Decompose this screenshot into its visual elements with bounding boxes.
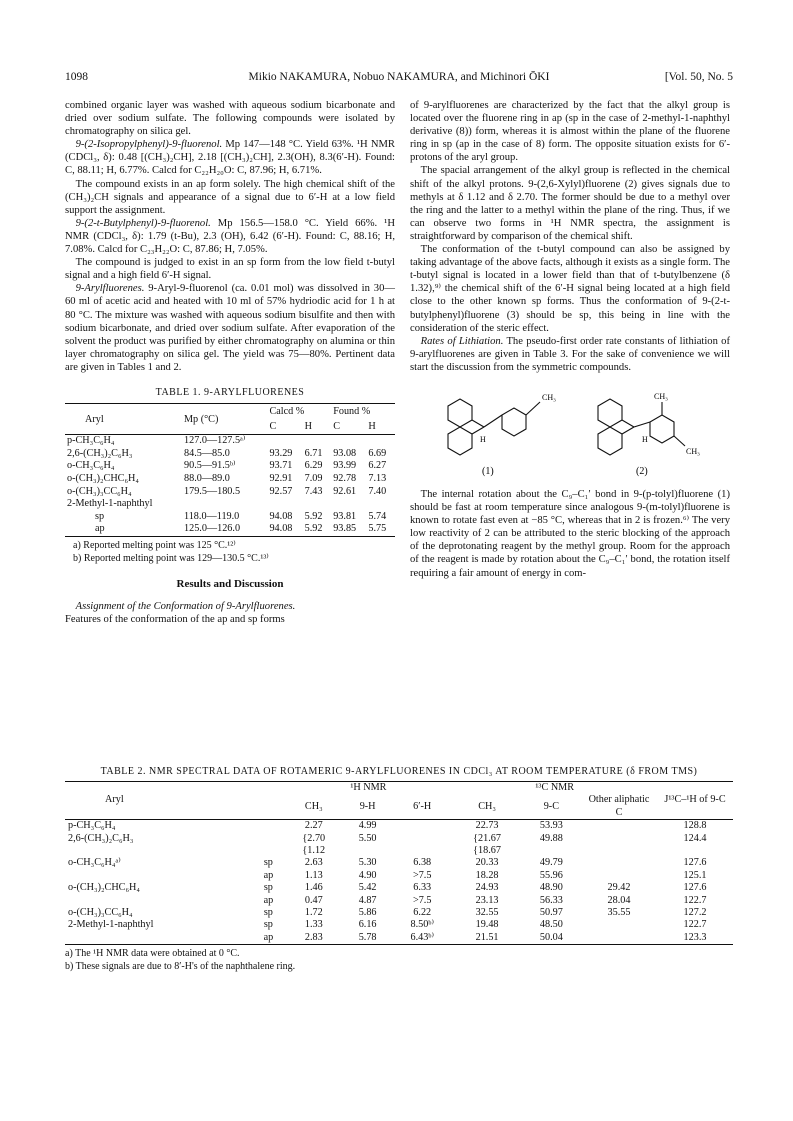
table-row (65, 511, 395, 524)
cell: ap (263, 894, 274, 906)
cell: ap (263, 931, 274, 943)
cell: >7.5 (412, 869, 432, 881)
cell: 6.29 (304, 460, 323, 472)
cell: 2.27 (304, 820, 323, 832)
paragraph: The compound is judged to exist in an sp form from the low field t-butyl signal and a high field 6′-H signal. (65, 257, 395, 282)
cell: o-(CH₃)₂CHC₆H₄ (67, 473, 139, 485)
cell: 93.71 (269, 460, 293, 472)
cell: 8.50ᵇ⁾ (410, 919, 434, 931)
cell: 48.50 (539, 919, 563, 931)
paragraph: The internal rotation about the C₉–C₁′ bond in 9-(p-tolyl)fluorene (1) should be fast at room temperature since analogous 9-(m-tolyl)fluorene is known to rotate fast even at −85 °C, whereas that in 2 is frozen.⁶⁾ The very low reactivity of 2 can be attributed to the steric blocking of the approach of the deprotonating reagent by the methyl group. Room for the approach of the reagent is made by rotation about the C₉–C₁′ bond, the rotation itself requiring a fair amount of energy in com- (410, 488, 730, 579)
struct-label-1: (1) (482, 465, 494, 477)
cell: 124.4 (683, 832, 707, 844)
cell: 28.04 (607, 894, 631, 906)
table-2-block (65, 766, 733, 973)
fluorene-ring (448, 427, 472, 455)
struct-h-label: H (642, 434, 648, 444)
col-header: 9-H (359, 800, 376, 812)
cell: 50.97 (539, 907, 563, 919)
struct-label-2: (2) (636, 465, 648, 477)
cell: sp (263, 919, 273, 931)
cell (65, 870, 252, 882)
table-row (65, 870, 733, 882)
cell: sp (95, 510, 105, 522)
cell: 92.61 (333, 485, 357, 497)
cell: p-CH₃C₆H₄ (67, 435, 115, 447)
table2-caption: TABLE 2. NMR SPECTRAL DATA OF ROTAMERIC 9-ARYLFLUORENES IN CDCl₃ AT ROOM TEMPERATURE (δ FROM TMS) (100, 766, 698, 777)
cell: 4.87 (358, 894, 377, 906)
table-row (65, 895, 733, 907)
cell: 125.1 (683, 869, 707, 881)
paragraph-text: Mp 156.5—158.0 °C. Yield 66%. ¹H NMR (CDCl₃, δ): 1.79 (t-Bu), 2.3 (OH), 6.42 (6′-H). Found: C, 88.16; H, 7.08%. Calcd for C₂₃H₂₂O: C, 87.86; H, 7.05%. (65, 217, 395, 256)
cell: 23.13 (475, 894, 499, 906)
tolyl-ring (502, 408, 526, 436)
col-header: 6′-H (413, 800, 432, 812)
cell: sp (263, 882, 273, 894)
cell: 6.27 (368, 460, 387, 472)
cell: 6.69 (368, 447, 387, 459)
struct-ch3-label: CH₃ (542, 392, 556, 402)
cell (392, 833, 452, 845)
cell (581, 870, 657, 882)
page-number: 1098 (65, 71, 88, 83)
cell: 92.91 (269, 473, 293, 485)
cell: 5.50 (358, 832, 377, 844)
col-header: J¹³C–¹H of 9-C (664, 794, 726, 806)
cell: 93.29 (269, 447, 293, 459)
table-row (65, 857, 733, 869)
cell: 5.78 (358, 931, 377, 943)
cell (581, 833, 657, 845)
cell: 32.55 (475, 907, 499, 919)
cell: 118.0—119.0 (184, 510, 240, 522)
cell (65, 895, 252, 907)
cell (392, 820, 452, 833)
volume-info: [Vol. 50, No. 5 (664, 71, 733, 83)
section-heading: Results and Discussion (176, 578, 284, 590)
paragraph (65, 138, 395, 177)
table1-footnote-b: b) Reported melting point was 129—130.5 °C.¹³⁾ (73, 552, 269, 564)
col-header: H (304, 421, 313, 433)
cell: sp (263, 907, 273, 919)
table-row (65, 523, 395, 536)
cell (366, 498, 395, 511)
col-header: Aryl (85, 413, 104, 425)
cell: 179.5—180.5 (184, 485, 241, 497)
cell: 6.22 (413, 907, 432, 919)
col-header: C (269, 421, 277, 433)
cell: 21.51 (475, 931, 499, 943)
table-row (65, 460, 395, 473)
running-authors: Mikio NAKAMURA, Nobuo NAKAMURA, and Michinori ŌKI (248, 71, 550, 83)
cell (252, 820, 284, 833)
cell: 22.73 (475, 820, 499, 832)
cell (581, 820, 657, 833)
cell: ap (263, 869, 274, 881)
cell: 18.28 (475, 869, 499, 881)
cell (657, 845, 733, 857)
table-row (65, 907, 733, 919)
cell: 6.16 (358, 919, 377, 931)
paragraph: The compound exists in an ap form solely. The high chemical shift of the (CH₃)₂CH signals and appearance of a signal due to 6′-H at a low field support the assignment. (65, 178, 395, 216)
col-header: C (333, 421, 340, 433)
cell: 2.83 (304, 931, 323, 943)
cell (252, 845, 284, 857)
cell: {18.67 (473, 845, 501, 857)
cell: 93.85 (333, 523, 357, 535)
cell: 5.86 (358, 907, 377, 919)
table-row (65, 833, 733, 845)
col-header: Calcd % (269, 406, 305, 418)
table-row (65, 435, 395, 448)
cell: 122.7 (683, 919, 707, 931)
subsection-heading: Assignment of the Conformation of 9-Arylfluorenes. (75, 601, 296, 613)
cell: 49.79 (539, 857, 563, 869)
cell: 6.38 (413, 857, 432, 869)
table-row (65, 448, 395, 461)
cell (522, 845, 581, 857)
cell (392, 845, 452, 857)
struct-ch3-label: CH₃ (686, 446, 700, 456)
cell: {2.70 (302, 832, 326, 844)
cell: 93.99 (333, 460, 357, 472)
cell: 5.92 (304, 510, 323, 522)
cell: sp (263, 857, 273, 869)
paragraph: The spacial arrangement of the alkyl group is reflected in the chemical shift of the alkyl protons. 9-(2,6-Xylyl)fluorene (2) gives signals due to methyls at δ 1.12 and δ 2.70. The former should be due to a methyl over the ring and the latter to a methyl within the plane of the ring. Thus, if we can observe two forms in ¹H NMR spectra, the assignment is straightforward by comparison of the chemical shift. (410, 165, 730, 242)
cell: 88.0—89.0 (184, 473, 230, 485)
paragraph-title: Rates of Lithiation. (420, 335, 504, 347)
cell: 7.43 (304, 485, 323, 497)
cell: 48.90 (539, 882, 563, 894)
compound-title: 9-(2-Isopropylphenyl)-9-fluorenol. (75, 139, 223, 151)
cell: 93.81 (333, 510, 357, 522)
cell: 0.47 (304, 894, 323, 906)
cell: {21.67 (473, 832, 501, 844)
table-row (65, 845, 733, 857)
cell: 4.90 (358, 869, 377, 881)
cell (581, 932, 657, 945)
cell (343, 845, 392, 857)
table1-caption: TABLE 1. 9-ARYLFLUORENES (155, 386, 305, 398)
col-header: H (368, 421, 376, 433)
table2-footnote-b: b) These signals are due to 8′-H's of the naphthalene ring. (65, 960, 296, 972)
cell: 5.75 (368, 523, 387, 535)
cell: 53.93 (539, 820, 563, 832)
col-header: CH₃ (304, 800, 323, 812)
table-row (65, 473, 395, 486)
cell: 56.33 (539, 894, 563, 906)
compound-title: 9-(2-t-Butylphenyl)-9-fluorenol. (75, 217, 211, 229)
cell: 6.33 (413, 882, 432, 894)
cell: 2-Methyl-1-naphthyl (68, 919, 154, 931)
table1-footnote-a: a) Reported melting point was 125 °C.¹²⁾ (73, 540, 236, 551)
cell (581, 857, 657, 869)
col-header: ¹H NMR (350, 782, 387, 793)
cell (303, 498, 332, 511)
table-1 (65, 403, 395, 537)
cell: 1.33 (304, 919, 323, 931)
cell (366, 435, 395, 448)
cell: o-(CH₃)₃CC₆H₄ (68, 907, 133, 919)
cell: 84.5—85.0 (184, 447, 230, 459)
cell: o-CH₃C₆H₄ᵃ⁾ (68, 857, 121, 869)
cell (267, 498, 302, 511)
cell: 4.99 (358, 820, 377, 832)
table-row (65, 882, 733, 894)
cell: 6.43ᵇ⁾ (410, 931, 434, 943)
cell: 6.71 (304, 447, 323, 459)
table-2 (65, 781, 733, 945)
table2-footnote-a: a) The ¹H NMR data were obtained at 0 °C. (65, 948, 240, 960)
cell: 5.30 (358, 857, 377, 869)
cell: 49.88 (539, 832, 563, 844)
col-header: Aryl (105, 794, 124, 806)
cell: 20.33 (475, 857, 499, 869)
cell: 7.40 (368, 485, 387, 497)
cell: 1.72 (304, 907, 323, 919)
table-row (65, 820, 733, 833)
cell: 5.42 (358, 882, 377, 894)
cell: 128.8 (683, 820, 707, 832)
cell: 5.92 (304, 523, 323, 535)
cell: 122.7 (683, 894, 707, 906)
cell: 94.08 (269, 510, 293, 522)
col-header: 9-C (543, 800, 559, 812)
compound-title: 9-Arylfluorenes. (75, 283, 145, 295)
cell: >7.5 (412, 894, 432, 906)
cell: 92.78 (333, 473, 357, 485)
cell: 1.13 (304, 869, 323, 881)
paragraph: combined organic layer was washed with aqueous sodium bicarbonate and dried over sodium sulfate. The following compounds were isolated by chromatography on silica gel. (65, 100, 395, 138)
cell (252, 833, 284, 845)
paragraph (410, 335, 730, 374)
fluorene-ring (448, 399, 472, 427)
cell: 92.57 (269, 485, 293, 497)
paragraph: Features of the conformation of the ap and sp forms (65, 614, 285, 626)
cell (267, 435, 302, 448)
cell: 127.6 (683, 857, 707, 869)
cell: o-(CH₃)₃CC₆H₄ (67, 485, 132, 497)
xylyl-ring (650, 415, 674, 443)
cell: 2.63 (304, 857, 323, 869)
table-row (65, 486, 395, 499)
cell: 2-Methyl-1-naphthyl (67, 498, 153, 510)
cell: 127.0—127.5ᵃ⁾ (184, 435, 246, 447)
cell (581, 845, 657, 857)
paragraph-text: The pseudo-first order rate constants of lithiation of 9-arylfluorenes are given in Table 3. For the sake of convenience we will start the discussion from the symmetric compounds. (410, 335, 730, 373)
col-header: CH₃ (478, 800, 496, 812)
cell (303, 435, 332, 448)
paragraph: of 9-arylfluorenes are characterized by the fact that the alkyl group is located over the fluorene ring in ap (sp in the case of 2-methyl-1-naphthyl derivative (8)) form, whereas it is almost within the plane of the fluorene ring in sp (ap in the case of 8) form. The opposite situation exists for 6′-protons of the aryl group. (410, 100, 730, 164)
cell: 2,6-(CH₃)₂C₆H₃ (67, 447, 133, 459)
cell: p-CH₃C₆H₄ (68, 820, 116, 832)
cell: 1.46 (304, 882, 323, 894)
table-row (65, 919, 733, 931)
left-column (65, 99, 395, 626)
paragraph (65, 282, 395, 374)
cell: 2,6-(CH₃)₂C₆H₃ (68, 832, 134, 844)
cell: 24.93 (475, 882, 499, 894)
cell: 93.08 (333, 447, 357, 459)
cell: 94.08 (269, 523, 293, 535)
cell: 19.48 (475, 919, 499, 931)
cell: o-(CH₃)₂CHC₆H₄ (68, 882, 140, 894)
cell: 5.74 (368, 510, 387, 522)
cell (331, 435, 366, 448)
cell (65, 845, 252, 857)
struct-h-label: H (480, 434, 486, 444)
cell (65, 932, 252, 945)
col-header: Mp (°C) (184, 413, 219, 425)
cell: 50.04 (539, 931, 563, 943)
struct-ch3-label: CH₃ (654, 391, 668, 401)
cell: 29.42 (607, 882, 631, 894)
fluorene-ring (598, 427, 622, 455)
cell: o-CH₃C₆H₄ (67, 460, 115, 472)
cell: {1.12 (302, 845, 326, 857)
right-column (410, 99, 730, 580)
cell: 127.2 (683, 907, 707, 919)
cell: 127.6 (683, 882, 707, 894)
paragraph: The conformation of the t-butyl compound can also be assigned by taking advantage of the above facts, although it exists as a single form. The t-butyl signal is located in a lower field than that of t-butylbenzene (δ 1.32),⁹⁾ the chemical shift of the 6′-H signal being located at a high field close to the other known sp forms. Thus the conformation of 9-(2-t-butylphenyl)fluorene (3) should be sp, this being in line with the consideration of the steric effect. (410, 244, 730, 334)
cell (581, 919, 657, 931)
cell (331, 498, 366, 511)
paragraph-text: 9-Aryl-9-fluorenol (ca. 0.01 mol) was dissolved in 30—60 ml of acetic acid and heated with 10 ml of 57% hydriodic acid for 1 h at 80 °C. The mixture was washed with aqueous sodium bisulfite and then with sodium bicarbonate, and dried over sodium sulfate. After evaporation of the solvent the product was purified by either chromatography on alumina or thin layer chromatography on silica gel. The yield was 75—80%. Pertinent data are given in Tables 1 and 2. (65, 283, 395, 373)
cell: 125.0—126.0 (184, 523, 241, 535)
cell: 123.3 (683, 931, 707, 943)
col-header: ¹³C NMR (535, 782, 575, 793)
cell: 7.09 (304, 473, 323, 485)
paragraph-text: Mp 147—148 °C. Yield 63%. ¹H NMR (CDCl₃, δ): 0.48 [(CH₃)₂CH], 2.18 [(CH₃)₂CH], 2.3(OH), 8.3(6′-H). Found: C, 88.11; H, 6.77%. Calcd for C₂₂H₂₀O: C, 87.96; H, 6.71%. (65, 139, 395, 177)
table-row (65, 498, 395, 511)
cell: ap (95, 523, 105, 535)
cell: 90.5—91.5ᵇ⁾ (184, 460, 236, 472)
col-header: Other aliphatic C (588, 794, 650, 818)
paragraph (65, 217, 395, 256)
chemical-structures (410, 382, 730, 482)
table-row (65, 932, 733, 945)
fluorene-ring (598, 399, 622, 427)
cell: 7.13 (368, 473, 387, 485)
structure-drawing (410, 382, 730, 482)
cell (182, 498, 267, 511)
cell: 35.55 (607, 907, 631, 919)
col-header: Found % (333, 406, 371, 418)
cell: 55.96 (539, 869, 563, 881)
